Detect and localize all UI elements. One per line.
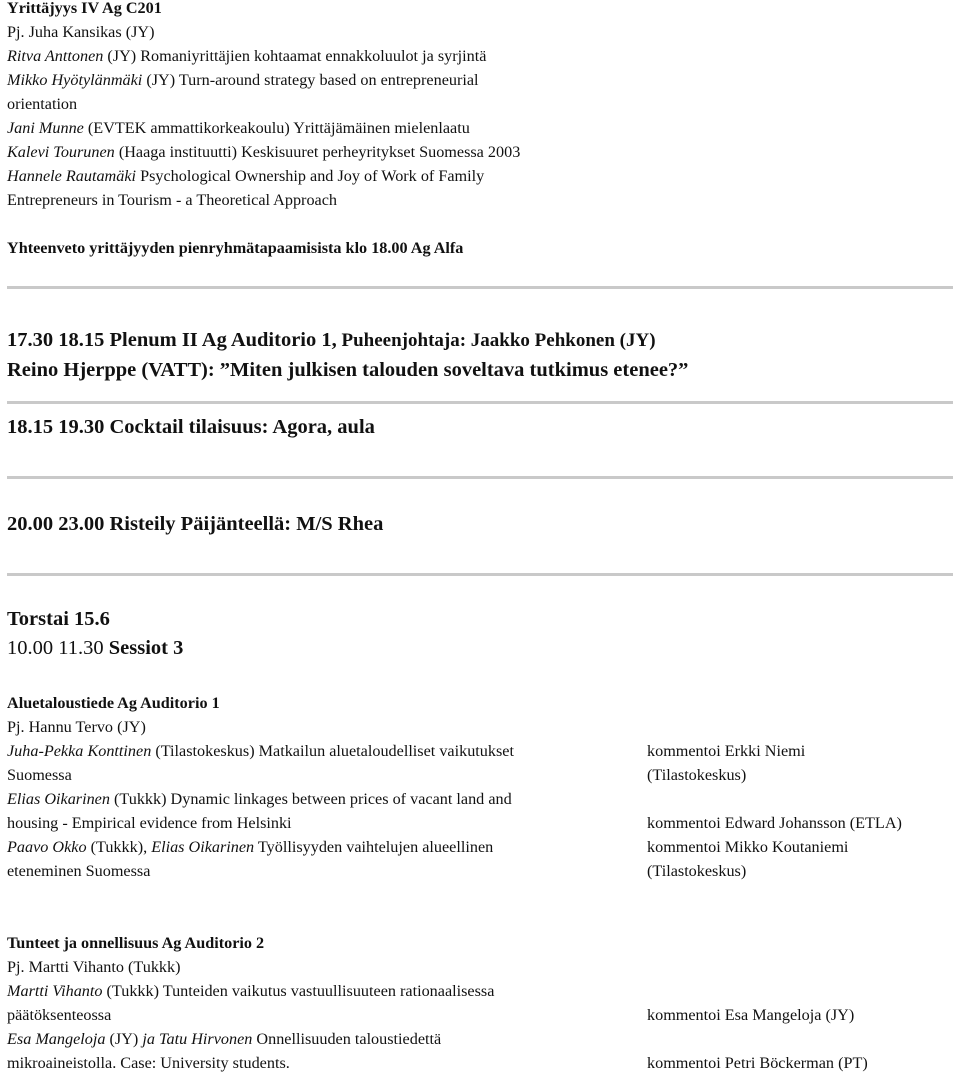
list-item: Ritva Anttonen (JY) Romaniyrittäjien kohtaamat ennakkoluulot ja syrjintä xyxy=(7,47,487,65)
table-row: Esa Mangeloja (JY) ja Tatu Hirvonen Onnellisuuden taloustiedettä xyxy=(7,1030,442,1048)
sessions-heading xyxy=(7,634,183,662)
commentator: (Tilastokeskus) xyxy=(647,862,747,880)
plenum-line xyxy=(7,326,656,355)
plenum-speaker: Reino Hjerppe (VATT): ”Miten julkisen talouden soveltava tutkimus etenee?” xyxy=(7,359,689,381)
session-tunteet xyxy=(7,931,953,1075)
table-row: housing - Empirical evidence from Helsinki kommentoi Edward Johansson (ETLA) xyxy=(7,811,953,835)
divider xyxy=(7,286,953,289)
session-title: Tunteet ja onnellisuus Ag Auditorio 2 xyxy=(7,934,265,952)
table-row: Juha-Pekka Konttinen (Tilastokeskus) Matkailun aluetaloudelliset vaikutukset kommentoi Erkki Niemi xyxy=(7,739,953,763)
divider xyxy=(7,573,953,576)
list-item: Hannele Rautamäki Psychological Ownership and Joy of Work of Family xyxy=(7,167,485,185)
session-chair: Pj. Hannu Tervo (JY) xyxy=(7,718,146,736)
table-row: mikroaineistolla. Case: University students. kommentoi Petri Böckerman (PT) xyxy=(7,1051,953,1075)
divider xyxy=(7,476,953,479)
list-item: Entrepreneurs in Tourism - a Theoretical Approach xyxy=(7,191,338,209)
commentator: kommentoi Mikko Koutaniemi xyxy=(647,838,849,856)
session-title: Yrittäjyys IV Ag C201 xyxy=(7,0,162,17)
table-row: Suomessa (Tilastokeskus) xyxy=(7,763,953,787)
cocktail-line: 18.15 19.30 Cocktail tilaisuus: Agora, aula xyxy=(7,416,375,438)
table-row: Martti Vihanto (Tukkk) Tunteiden vaikutus vastuullisuuteen rationaalisessa xyxy=(7,982,495,1000)
table-row: Paavo Okko (Tukkk), Elias Oikarinen Työllisyyden vaihtelujen alueellinen kommentoi Mikko Koutaniemi xyxy=(7,835,953,859)
commentator: kommentoi Petri Böckerman (PT) xyxy=(647,1054,868,1072)
cruise-line: 20.00 23.00 Risteily Päijänteellä: M/S Rhea xyxy=(7,513,384,535)
table-row: päätöksenteossa kommentoi Esa Mangeloja (JY) xyxy=(7,1003,953,1027)
session-aluetaloustiede xyxy=(7,691,953,883)
plenum-chair: Puheenjohtaja: Jaakko Pehkonen (JY) xyxy=(336,330,656,351)
table-row: Elias Oikarinen (Tukkk) Dynamic linkages between prices of vacant land and xyxy=(7,790,512,808)
plenum-time: 17.30 18.15 xyxy=(7,329,105,351)
table-row: eteneminen Suomessa (Tilastokeskus) xyxy=(7,859,953,883)
session-title: Aluetaloustiede Ag Auditorio 1 xyxy=(7,694,220,712)
summary-note: Yhteenveto yrittäjyyden pienryhmätapaamisista klo 18.00 Ag Alfa xyxy=(7,239,464,257)
commentator: kommentoi Edward Johansson (ETLA) xyxy=(647,814,902,832)
day-heading: Torstai 15.6 xyxy=(7,608,110,630)
session-chair: Pj. Juha Kansikas (JY) xyxy=(7,23,155,41)
commentator: kommentoi Erkki Niemi xyxy=(647,742,806,760)
commentator: kommentoi Esa Mangeloja (JY) xyxy=(647,1006,855,1024)
sessions-title: Sessiot 3 xyxy=(103,637,184,659)
plenum-title: Plenum II Ag Auditorio 1, xyxy=(104,329,337,351)
list-item: orientation xyxy=(7,95,78,113)
list-item: Mikko Hyötylänmäki (JY) Turn-around strategy based on entrepreneurial xyxy=(7,71,479,89)
commentator: (Tilastokeskus) xyxy=(647,766,747,784)
sessions-time: 10.00 11.30 xyxy=(7,637,104,659)
session-chair: Pj. Martti Vihanto (Tukkk) xyxy=(7,958,181,976)
list-item: Jani Munne (EVTEK ammattikorkeakoulu) Yrittäjämäinen mielenlaatu xyxy=(7,119,470,137)
divider xyxy=(7,401,953,404)
list-item: Kalevi Tourunen (Haaga instituutti) Keskisuuret perheyritykset Suomessa 2003 xyxy=(7,143,521,161)
session-yrittajyys xyxy=(7,0,520,212)
